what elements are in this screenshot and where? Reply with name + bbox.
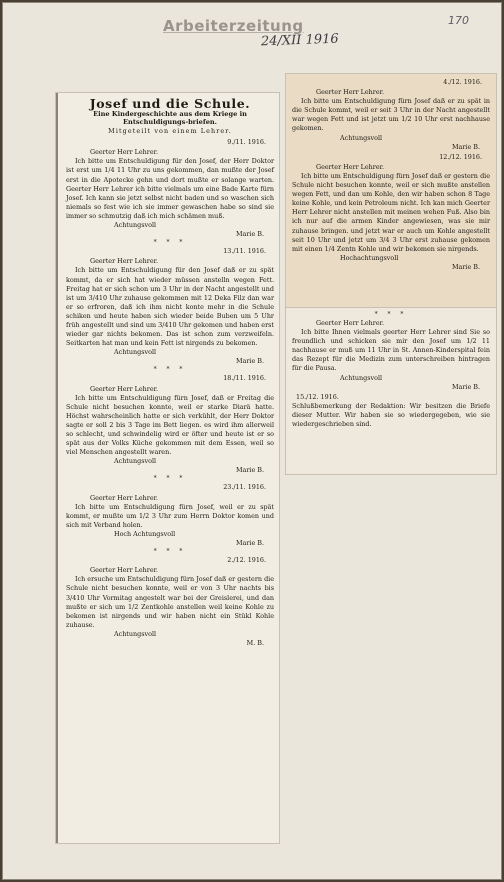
letter-salutation: Geerter Herr Lehrer. (316, 162, 385, 171)
letter-closing: Achtungsvoll (114, 457, 157, 466)
letter (292, 319, 490, 392)
letter (66, 556, 274, 648)
letter-closing: Hoch Achtungsvoll (114, 529, 176, 538)
letter-signature: Marie B. (236, 230, 264, 239)
letter-signature: Marie B. (236, 357, 264, 366)
letter-body: Ich bitte um Entschuldigung fürn Josef, daß er Freitag die Schule nicht besuchen konnte, weil er starke Diarä hatte. Höchst wahrscheinlich hatte er sich verkühlt, der Herr Doktor sagte er soll 2 bis 3 Tage im Bett liegen. es wird ihm allerweil so schlecht, und schwindelig wird er öfter und heute ist er so spät aus der Volks Küche gekommen mit dem Essen, weil so viel Menschen angestellt waren. (66, 393, 274, 457)
letter-body: Ich bitte um Entschuldigung fürn Josef daß er gestern die Schule nicht besuchen konnte, weil er sich mußte anstellen wegen Fett, und dan um Kohle, den wir haben schon 8 Tage keine Kohle, und kein Petroleum nicht. Ich kan mich Geerter Herr Lehrer nicht anstellen mit meinen wehen Fuß. Also bin ich nur auf die armen Kinder angewiesen, was sie mir zuhause bringen. und jetzt war er auch um Kohle angestellt seit 10 Uhr und jetzt um 3/4 3 Uhr erst zuhause gekomen mit einen 1/4 Zentn Kohle und wir bekomen sie nirgends. (292, 171, 490, 253)
editorial-note: Schlußbemerkung der Redaktion: Wir besitzen die Briefe dieser Mutter. Wir haben sie so wiedergegeben, wie sie wiedergeschrieben sind. (292, 401, 490, 429)
letter (292, 78, 490, 152)
letter-date: 18./11. 1916. (223, 374, 266, 383)
separator: * * * (374, 311, 408, 318)
clipping-right-bottom (286, 308, 496, 474)
letter (66, 483, 274, 548)
article-subtitle: Eine Kindergeschichte aus dem Kriege in Entschuldigungs-briefen. (93, 110, 247, 127)
archive-sheet (2, 2, 502, 880)
letter-date: 23./11. 1916. (223, 483, 266, 492)
handwritten-date: 24/XII 1916 (260, 31, 339, 50)
letter-salutation: Geerter Herr Lehrer. (316, 319, 385, 327)
letter-date: 15./12. 1916. (296, 392, 339, 401)
newspaper-stamp: Arbeiterzeitung (163, 17, 304, 35)
separator: * * * (153, 239, 187, 247)
letter-salutation: Geerter Herr Lehrer. (90, 384, 159, 393)
letter-date: 2./12. 1916. (227, 556, 266, 565)
letter-body: Ich ersuche um Entschuldigung fürn Josef daß er gestern die Schule nicht besuchen konnte, weil er von 3 Uhr nachts bis 3/410 Uhr Vormitag angestelt war bei der Greislerei, und dan mußte er sich um 1/2 Zentkohle anstellen weil keine Kohle zu bekomen ist nirgends und wir haben nicht ein Stükl Kohle zuhause. (66, 575, 274, 629)
letter-body: Ich bitte um Entschuldigung für den Josef, der Herr Doktor ist erst um 1/4 11 Uhr zu uns gekommen, dan mußte der Josef erst in die Apotecke gehn und dort mußte er solange warten. Geerter Herr Lehrer ich bitte vielmals um eine Bade Karte fürn Josef. Ich kann sie jetzt selbst nicht baden und so waschen sich niemals so fest wie ich sie immer gewaschen habe so sind sie immer so schmutzig daß ich mich schämen muß. (66, 157, 274, 220)
letter (66, 247, 274, 366)
letter-salutation: Geerter Herr Lehrer. (316, 88, 385, 97)
letter-closing: Achtungsvoll (340, 373, 383, 382)
letter-date: 4./12. 1916. (443, 78, 482, 86)
letter-date: 9./11. 1916. (227, 138, 266, 147)
letter-date: 12./12. 1916. (439, 152, 482, 161)
letter-salutation: Geerter Herr Lehrer. (90, 566, 159, 575)
letter-date: 13./11. 1916. (223, 247, 266, 256)
letter (66, 138, 274, 239)
letter-closing: Hochachtungsvoll (340, 253, 399, 262)
article-title: Josef und die Schule. (89, 96, 251, 111)
separator: * * * (153, 475, 187, 483)
letter (292, 153, 490, 272)
letter-signature: M. B. (246, 638, 264, 647)
letter-body: Ich bitte um Entschuldigung fürn Josef, weil er zu spät kommt, er mußte um 1/2 3 Uhr zum Herrn Doktor komen und sich mit Verband holen. (66, 502, 274, 529)
letter-signature: Marie B. (236, 539, 264, 548)
letter-closing: Achtungsvoll (114, 348, 157, 357)
clipping-right-top (286, 74, 496, 308)
letter-closing: Achtungsvoll (340, 133, 383, 142)
letter-closing: Achtungsvoll (114, 221, 157, 230)
clipping-left-column (56, 93, 279, 843)
separator: * * * (153, 548, 187, 556)
letter (66, 374, 274, 475)
separator: * * * (153, 366, 187, 374)
letter-signature: Marie B. (452, 262, 480, 271)
letter-body: Ich bitte um Entschuldigung fürn Josef daß er zu spät in die Schule kommt, weil er seit 3 Uhr in der Nacht angestellt war wegen Fett und ist jetzt um 1/2 10 Uhr erst nachhause gekomen. (292, 97, 490, 133)
letter-closing: Achtungsvoll (114, 629, 157, 638)
catalog-number: 170 (448, 14, 469, 27)
letter-salutation: Geerter Herr Lehrer. (90, 493, 159, 502)
letter-signature: Marie B. (452, 382, 480, 391)
letter-body: Ich bitte um Entschuldigung für den Josef daß er zu spät kommt, da er sich hat wieder müssen anstelln wegen Fett. Freitag hat er sich schon um 3 Uhr in der Nacht angestellt und ist um 3/410 Uhr zuhause gekommen mit 12 Deka Filz dan war er so erfroren, daß ich ihm nicht konte mehr in die Schule schiken und heute haben sich wieder beide Buben um 5 Uhr früh angestellt und sind um 3/410 Uhr gekomen und haben erst wieder gar nichts bekomen. Das ist schon zum verzweifeln. Seitkarten hat man und kein Fett ist nirgends zu bekomen. (66, 266, 274, 348)
letter-signature: Marie B. (236, 466, 264, 475)
article-byline: Mitgeteilt von einem Lehrer. (108, 127, 232, 136)
letter-body: Ich bitte Ihnen vielmals geerter Herr Lehrer sind Sie so freundlich und schicken sie mir den Josef um 1/2 11 nachhause er muß um 11 Uhr in St. Annen-Kinderspital fein das Rezept für die Medizin zum unterschreiben hintragen für die Pausa. (292, 328, 490, 373)
letter-salutation: Geerter Herr Lehrer. (90, 148, 159, 157)
letter-salutation: Geerter Herr Lehrer. (90, 257, 159, 266)
letter-signature: Marie B. (452, 142, 480, 151)
